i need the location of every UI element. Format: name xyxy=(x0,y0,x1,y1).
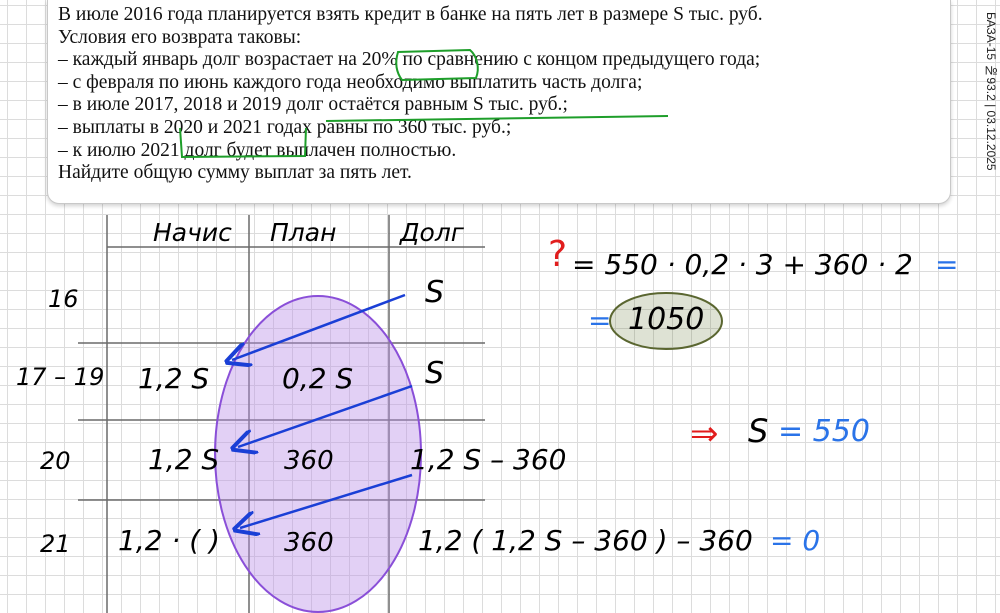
header-plan: План xyxy=(270,218,337,247)
text-segment: – каждый январь долг возрастает xyxy=(58,49,338,71)
solution-equals-tail: = xyxy=(935,248,959,281)
text-segment: – в июле 2017, 2018 и 2019 xyxy=(58,94,287,116)
answer-value: 1050 xyxy=(628,302,705,337)
cell-debt-16: S xyxy=(425,275,445,310)
cell-nach-21: 1,2 · ( ) xyxy=(118,524,220,557)
cell-debt-21: 1,2 ( 1,2 S – 360 ) – 360 xyxy=(418,524,753,557)
problem-line-8: Найдите общую сумму выплат за пять лет. xyxy=(58,162,412,184)
solution-equation: = 550 · 0,2 · 3 + 360 · 2 xyxy=(572,248,913,281)
cell-plan-17-19: 0,2 S xyxy=(282,362,354,395)
year-20: 20 xyxy=(40,447,71,475)
s-variable: S xyxy=(748,412,769,450)
s-value: = 550 xyxy=(778,414,870,449)
underline-debt xyxy=(326,116,668,121)
highlight-years: 2020 и 2021 xyxy=(163,116,263,138)
green-markup xyxy=(180,50,668,157)
problem-line-2: Условия его возврата таковы: xyxy=(58,26,302,48)
highlight-debt-equal: долг остаётся равным S тыс. руб. xyxy=(286,94,563,116)
text-segment: ; xyxy=(562,94,568,116)
header-nach: Начис xyxy=(153,218,232,247)
cell-plan-21: 360 xyxy=(284,528,334,558)
cell-debt-17-19: S xyxy=(425,356,445,391)
answer-equals: = xyxy=(588,304,612,337)
problem-line-7: – к июлю 2021 долг будет выплачен полностью. xyxy=(58,139,457,161)
year-17-19: 17 – 19 xyxy=(16,363,105,391)
problem-line-4: – с февраля по июнь каждого года необходимо выплатить часть долга; xyxy=(58,71,643,93)
implies-arrow: ⇒ xyxy=(690,414,719,454)
text-segment: – выплаты в xyxy=(58,116,164,138)
side-label: БАЗА-15 №93.2 | 03.12.2025 xyxy=(984,12,998,171)
text-segment: годах равны по 360 тыс. руб.; xyxy=(262,116,512,138)
cell-debt-20: 1,2 S – 360 xyxy=(410,443,567,476)
year-16: 16 xyxy=(48,285,79,313)
text-segment: по сравнению с концом предыдущего года; xyxy=(397,49,761,71)
cell-plan-20: 360 xyxy=(284,446,334,476)
cell-nach-17-19: 1,2 S xyxy=(138,362,210,395)
year-21: 21 xyxy=(40,530,71,558)
highlight-20-percent: на 20% xyxy=(337,49,398,71)
header-debt: Долг xyxy=(400,218,464,247)
problem-line-1: В июле 2016 года планируется взять кредит в банке на пять лет в размере S тыс. руб. xyxy=(58,4,763,25)
box-years xyxy=(180,128,306,157)
question-mark: ? xyxy=(548,234,568,275)
cell-nach-20: 1,2 S xyxy=(148,443,220,476)
circle-20-percent xyxy=(396,50,477,80)
debt-zero: = 0 xyxy=(770,524,821,557)
